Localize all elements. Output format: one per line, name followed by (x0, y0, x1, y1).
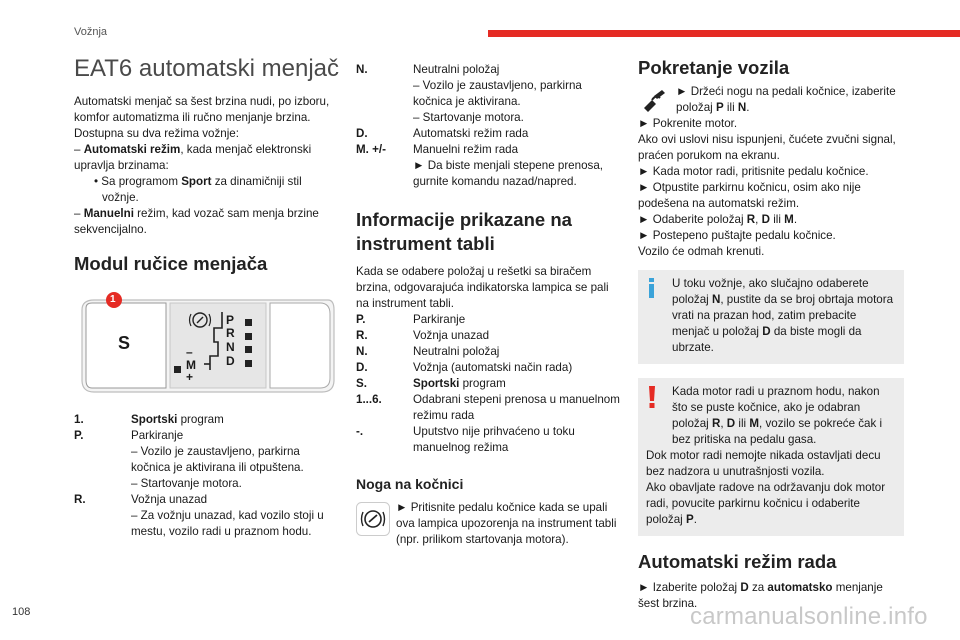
indicator-text: Neutralni položaj (413, 345, 500, 358)
header-accent-bar (488, 30, 960, 37)
brake-section-title: Noga na kočnici (356, 476, 464, 492)
column-1 (74, 54, 340, 540)
definition-row (74, 492, 340, 540)
indicator-row (356, 312, 622, 328)
mode-manual-text: režim, kad vozač sam menja brzine sekvencijalno. (74, 207, 319, 236)
warning-text-2: Dok motor radi nemojte nikada ostavljati decu bez nadzora u unutrašnjosti vozila. (646, 449, 881, 478)
indicator-text: Vožnja (automatski način rada) (413, 361, 573, 374)
definition-desc (131, 492, 340, 540)
info-icon (646, 277, 658, 299)
start-end: Vozilo će odmah krenuti. (638, 245, 765, 258)
info-text: , pustite da se broj obrtaja motora vrati na prazan hod, zatim prebacite menjač u položaj (672, 293, 894, 338)
step-text: za (748, 581, 768, 594)
definition-line: – Vozilo je zaustavljeno, parkirna kočnica je aktivirana. (413, 79, 582, 108)
auto-section-title: Automatski režim rada (638, 551, 837, 572)
definition-bold: Sportski (131, 413, 178, 426)
indicator-term: S. (356, 377, 367, 390)
start-step-5 (638, 212, 904, 228)
gear-letter: R (746, 213, 756, 226)
gear-letter: N (711, 293, 721, 306)
definition-desc (131, 412, 340, 428)
indicator-text: Odabrani stepeni prenosa u manuelnom režimu rada (413, 393, 620, 422)
definition-line: – Startovanje motora. (131, 477, 242, 490)
warning-text: . (693, 513, 697, 526)
gear-letter: D (762, 325, 771, 338)
definition-desc (131, 428, 340, 492)
indicator-row (356, 328, 622, 344)
definition-line: – Startovanje motora. (413, 111, 524, 124)
mode-auto-bullet (74, 174, 340, 206)
chapter-header: Vožnja (74, 26, 108, 38)
definition-text: Manuelni režim rada (413, 143, 519, 156)
start-step-3: ► Kada motor radi, pritisnite pedalu kočnice. (638, 165, 869, 178)
warning-text: Kada motor radi u praznom hodu, nakon što se puste kočnice, ako je odabran položaj (672, 385, 880, 430)
definition-line: ► Da biste menjali stepene prenosa, gurnite komandu nazad/napred. (413, 159, 603, 188)
gate-p-label: P (226, 313, 235, 327)
definition-term: D. (356, 127, 368, 140)
gear-letter: D (761, 213, 770, 226)
step-text: ili (723, 101, 738, 114)
gear-letter: D (740, 581, 749, 594)
definition-text: Automatski režim rada (413, 127, 529, 140)
gear-letter: M (784, 213, 794, 226)
bullet-text-pre: Sa programom (101, 175, 182, 188)
mode-manual (74, 206, 340, 238)
definition-line: – Vozilo je zaustavljeno, parkirna kočnica je aktivirana ili otpuštena. (131, 445, 304, 474)
dash: – (74, 207, 81, 220)
intro-paragraph (74, 94, 340, 126)
definition-row (356, 142, 622, 190)
definition-text: Neutralni položaj (413, 63, 500, 76)
gate-n-label: N (226, 340, 235, 354)
indicator-row (356, 360, 622, 376)
info-box (638, 270, 904, 364)
gear-letter: N (737, 101, 747, 114)
gear-definitions-cont (356, 62, 622, 190)
definition-term: N. (356, 63, 368, 76)
modes-lead: Dostupna su dva režima vožnje: (74, 127, 239, 140)
gear-definitions (74, 412, 340, 540)
gate-r-label: R (226, 326, 235, 340)
warning-box (638, 378, 904, 536)
start-step-6: ► Postepeno puštajte pedalu kočnice. (638, 229, 836, 242)
definition-row (74, 412, 340, 428)
definition-desc (413, 142, 622, 190)
indicator-text: Uputstvo nije prihvaćeno u toku manuelnog režima (413, 425, 575, 454)
definition-text: Parkiranje (131, 429, 184, 442)
start-step-4: ► Otpustite parkirnu kočnicu, osim ako nije podešena na automatski režim. (638, 181, 861, 210)
definition-line: – Za vožnju unazad, kad vozilo stoji u mestu, vozilo radi u praznom hodu. (131, 509, 324, 538)
definition-term: R. (74, 493, 86, 506)
module-title: Modul ručice menjača (74, 253, 268, 274)
definition-term: P. (74, 429, 84, 442)
start-section-title: Pokretanje vozila (638, 57, 790, 78)
auto-label: automatsko (767, 581, 833, 594)
step-text: , (755, 213, 762, 226)
intro-text: Automatski menjač sa šest brzina nudi, po izboru, komfor automatizma ili ručno menjanje brzina. (74, 95, 330, 124)
start-step-1 (638, 84, 904, 116)
indicator-bold: Sportski (413, 377, 460, 390)
indicator-term: D. (356, 361, 368, 374)
indicator-desc (413, 376, 622, 392)
start-warning: Ako ovi uslovi nisu ispunjeni, čućete zvučni signal, praćen porukom na ekranu. (638, 133, 896, 162)
step-text: . (746, 101, 750, 114)
indicator-term: R. (356, 329, 368, 342)
info-intro: Kada se odabere položaj u rešetki sa biračem brzina, odgovarajuća indikatorska lampica se pali na instrument tabli. (356, 265, 609, 310)
definition-text: Vožnja unazad (131, 493, 208, 506)
definition-term: 1. (74, 413, 84, 426)
mode-auto-label: Automatski režim (83, 143, 181, 156)
indicator-row (356, 424, 622, 456)
foot-on-pedal-icon (638, 84, 670, 116)
indicator-text: program (459, 377, 506, 390)
watermark: carmanualsonline.info (690, 603, 928, 630)
step-text: ili (770, 213, 785, 226)
dash: – (74, 143, 81, 156)
warning-text: Ako obavljate radove na održavanju dok motor radi, povucite parkirnu kočnicu i odaberite položaj (646, 481, 886, 526)
definition-term: M. +/- (356, 143, 386, 156)
mode-manual-label: Manuelni (83, 207, 134, 220)
sport-button-label: S (118, 333, 131, 353)
info-box-text (646, 276, 896, 356)
warning-icon (646, 385, 658, 409)
indicator-text: Parkiranje (413, 313, 466, 326)
info-section-title: Informacije prikazane na instrument tabli (356, 209, 572, 254)
definition-text: program (177, 413, 224, 426)
gear-letter: R (711, 417, 721, 430)
gear-module-illustration (74, 288, 336, 398)
indicator-text: Vožnja unazad (413, 329, 490, 342)
plus-label: + (186, 370, 194, 384)
page-title: EAT6 automatski menjač (74, 55, 339, 82)
step-text: ► Izaberite položaj (638, 581, 741, 594)
start-step-2: ► Pokrenite motor. (638, 117, 738, 130)
brake-foot-icon (356, 502, 390, 536)
definition-row (74, 428, 340, 492)
warning-text-1 (646, 384, 896, 448)
warning-text: , vozilo se pokreće čak i bez pritiska na pedalu gasa. (672, 417, 883, 446)
definition-row (356, 62, 622, 126)
indicator-term: P. (356, 313, 366, 326)
definition-row (356, 126, 622, 142)
step-text: ► Držeći nogu na pedali kočnice, izaberite položaj (676, 85, 896, 114)
gear-letter: M (749, 417, 760, 430)
mode-auto (74, 142, 340, 174)
page-number: 108 (12, 606, 31, 618)
indicator-row (356, 376, 622, 392)
definition-desc (413, 62, 622, 126)
brake-paragraph (356, 500, 622, 548)
bullet-text-post: za dinamičniji stil vožnje. (102, 175, 302, 204)
step-text: . (793, 213, 798, 226)
gear-letter: P (715, 101, 724, 114)
brake-text: ► Pritisnite pedalu kočnice kada se upali ova lampica upozorenja na instrument tabli (npr. prilikom startovanja motora). (396, 501, 617, 546)
mode-auto-text: , kada menjač elektronski upravlja brzinama: (74, 143, 312, 172)
gear-letter: D (726, 417, 736, 430)
callout-number: 1 (110, 294, 116, 305)
indicator-definitions (356, 312, 622, 456)
indicator-term: N. (356, 345, 368, 358)
gear-letter: P (685, 513, 694, 526)
bullet-mark: • (94, 175, 99, 188)
warning-text: , (720, 417, 727, 430)
warning-text: ili (735, 417, 750, 430)
warning-text-3 (646, 480, 896, 528)
manual-m-label: M (186, 358, 196, 372)
minus-label: – (186, 345, 193, 359)
sport-label: Sport (181, 175, 212, 188)
step-text: menjanje šest brzina. (638, 581, 883, 610)
info-text: da biste mogli da ubrzate. (672, 325, 862, 354)
indicator-term: -. (356, 425, 364, 438)
indicator-term: 1...6. (356, 393, 382, 406)
info-text: U toku vožnje, ako slučajno odaberete položaj (672, 277, 869, 306)
indicator-row (356, 344, 622, 360)
column-2 (356, 62, 622, 548)
step-text: ► Odaberite položaj (638, 213, 747, 226)
gate-d-label: D (226, 354, 235, 368)
column-3 (638, 56, 904, 612)
indicator-row (356, 392, 622, 424)
